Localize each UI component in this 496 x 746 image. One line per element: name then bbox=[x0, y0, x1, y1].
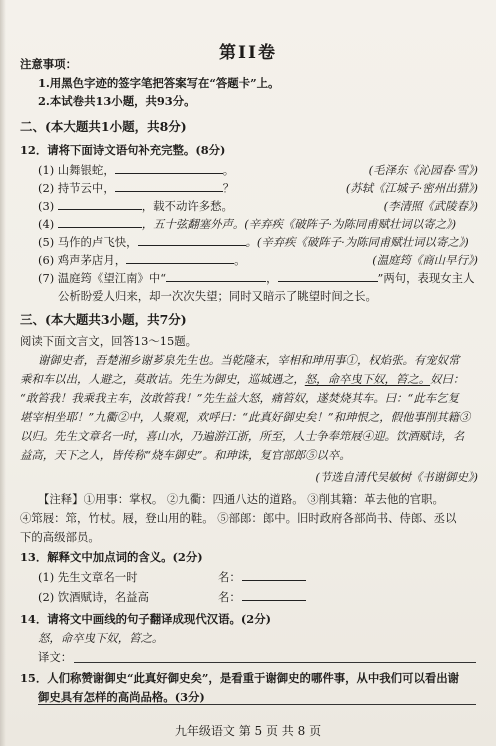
notes-line-1: 【注释】①用事：掌权。 ②九衢：四通八达的道路。 ③削其籍：革去他的官职。 bbox=[38, 492, 444, 506]
q12-line-1-text: (1) 山舞银蛇， bbox=[38, 163, 115, 177]
q13-item-2-label: 名： bbox=[218, 590, 241, 604]
notes-line-2: ④筇屐：筇，竹杖。屐，登山用的鞋。 ⑤部郎：郎中。旧时政府各部尚书、侍郎、丞以 bbox=[20, 511, 457, 525]
answer-blank[interactable] bbox=[242, 590, 306, 601]
q12-line-7-comma: ， bbox=[266, 271, 278, 285]
q12-line-7-text: (7) 温庭筠《望江南》中“ bbox=[38, 271, 167, 285]
answer-blank[interactable] bbox=[278, 271, 378, 282]
q13-item-2 bbox=[38, 590, 496, 604]
answer-blank[interactable] bbox=[115, 163, 223, 174]
q12-line-5 bbox=[38, 235, 496, 249]
passage-line-3: “敢笞我！我乘我主车，汝敢笞我！”先生益大怒，痛笞奴，遂焚烧其车。曰：“此车乞复 bbox=[20, 391, 459, 405]
q15-answer-line[interactable] bbox=[38, 704, 476, 705]
answer-blank[interactable] bbox=[138, 235, 246, 246]
q14-prompt: 14．请将文中画线的句子翻译成现代汉语。(2分) bbox=[20, 612, 271, 626]
q14-translation-label: 译文： bbox=[38, 650, 73, 664]
passage-line-1: 谢御史者，吾楚湘乡谢芗泉先生也。当乾隆末，宰相和珅用事①，权焰张。有宠奴常 bbox=[38, 353, 460, 367]
section2-heading: 二、(本大题共1小题，共8分) bbox=[20, 119, 187, 134]
answer-blank[interactable] bbox=[58, 217, 142, 228]
q14-sentence: 怒，命卒曳下奴，笞之。 bbox=[38, 631, 164, 645]
q12-line-2-source: (苏轼《江城子·密州出猎》) bbox=[345, 181, 478, 195]
answer-blank[interactable] bbox=[115, 181, 223, 192]
passage-line-6: 益高，天下之人，皆传称“烧车御史”。和珅诛，复官部郎⑤以卒。 bbox=[20, 448, 351, 462]
q12-line-1-tail: 。 bbox=[222, 163, 235, 177]
q12-line-4 bbox=[38, 217, 496, 231]
q12-line-4-num: (4) bbox=[38, 217, 55, 231]
volume-title: 第II卷 bbox=[219, 43, 277, 63]
q12-line-5-tail: 。(辛弃疾《破阵子·为陈同甫赋壮词以寄之》) bbox=[245, 235, 469, 249]
section3-intro: 阅读下面文言文，回答13～15题。 bbox=[20, 334, 198, 348]
passage-line-2 bbox=[20, 372, 496, 386]
q12-line-2-text: (2) 持节云中， bbox=[38, 181, 115, 195]
passage-line-4: 堪宰相坐耶！”九衢②中，人聚观，欢呼曰：“此真好御史矣！”和珅恨之，假他事削其籍③ bbox=[20, 410, 471, 424]
q12-line-6-tail: 。 bbox=[234, 253, 246, 267]
passage-line-2-text: 乘和车以出，人避之，莫敢诘。先生为御史，巡城遇之， bbox=[20, 372, 305, 386]
notes-heading: 注意事项： bbox=[20, 57, 77, 71]
q12-prompt: 12．请将下面诗文语句补充完整。(8分) bbox=[20, 143, 226, 157]
q12-line-7-cont: 公析盼爱人归来，却一次次失望；同时又暗示了眺望时间之长。 bbox=[58, 289, 377, 303]
q12-line-5-text: (5) 马作的卢飞快， bbox=[38, 235, 138, 249]
underlined-sentence: 怒，命卒曳下奴，笞之。 bbox=[304, 372, 431, 386]
q12-line-6 bbox=[38, 253, 496, 267]
q12-line-7-tail: ”两句，表现女主人 bbox=[377, 271, 475, 285]
q13-item-1 bbox=[38, 570, 496, 584]
section3-heading: 三、(本大题共3小题，共7分) bbox=[20, 312, 187, 327]
q13-prompt: 13．解释文中加点词的含义。(2分) bbox=[20, 550, 203, 564]
q12-line-3-source: (李清照《武陵春》) bbox=[383, 199, 478, 213]
translation-answer-line[interactable] bbox=[74, 662, 476, 663]
q15-line-1: 15．人们称赞谢御史“此真好御史矣”，是看重于谢御史的哪件事，从中我们可以看出谢 bbox=[20, 671, 460, 685]
answer-blank[interactable] bbox=[166, 271, 266, 282]
q12-line-2-tail: ？ bbox=[222, 181, 235, 195]
q12-line-7 bbox=[38, 271, 496, 285]
q12-line-2 bbox=[38, 181, 496, 195]
q12-line-1-source: (毛泽东《沁园春·雪》) bbox=[368, 163, 478, 177]
q12-line-6-source: (温庭筠《商山早行》) bbox=[372, 253, 478, 267]
passage-line-2-tail: 奴曰： bbox=[430, 372, 465, 386]
q15-line-2: 御史具有怎样的高尚品格。(3分) bbox=[38, 690, 205, 704]
q12-line-3-num: (3) bbox=[38, 199, 55, 213]
notes-item-1: 1.用黑色字迹的签字笔把答案写在“答题卡”上。 bbox=[38, 76, 280, 90]
passage-source-text: (节选自清代吴敏树《书谢御史》) bbox=[315, 470, 478, 484]
notes-item-2: 2.本试卷共13小题，共93分。 bbox=[38, 94, 196, 108]
q12-line-1 bbox=[38, 163, 496, 177]
q12-line-6-text: (6) 鸡声茅店月， bbox=[38, 253, 127, 267]
passage-line-5: 以归。先生文章名一时，喜山水，乃遍游江浙，所至，人士争奉筇屐④迎。饮酒赋诗，名 bbox=[20, 429, 465, 443]
q13-item-2-text: (2) 饮酒赋诗，名益高 bbox=[38, 590, 149, 604]
q12-line-3 bbox=[38, 199, 496, 213]
page-edge-shadow bbox=[0, 0, 6, 746]
page-footer: 九年级语文 第 5 页 共 8 页 bbox=[174, 724, 322, 738]
answer-blank[interactable] bbox=[126, 253, 234, 264]
q13-item-1-label: 名： bbox=[218, 570, 241, 584]
answer-blank[interactable] bbox=[242, 570, 306, 581]
q13-item-1-text: (1) 先生文章名一时 bbox=[38, 570, 138, 584]
answer-blank[interactable] bbox=[58, 199, 142, 210]
notes-line-3: 下的高级部员。 bbox=[20, 530, 100, 544]
q12-line-4-tail: ，五十弦翻塞外声。(辛弃疾《破阵子·为陈同甫赋壮词以寄之》) bbox=[141, 217, 457, 231]
q12-line-3-tail: ，载不动许多愁。 bbox=[141, 199, 233, 213]
